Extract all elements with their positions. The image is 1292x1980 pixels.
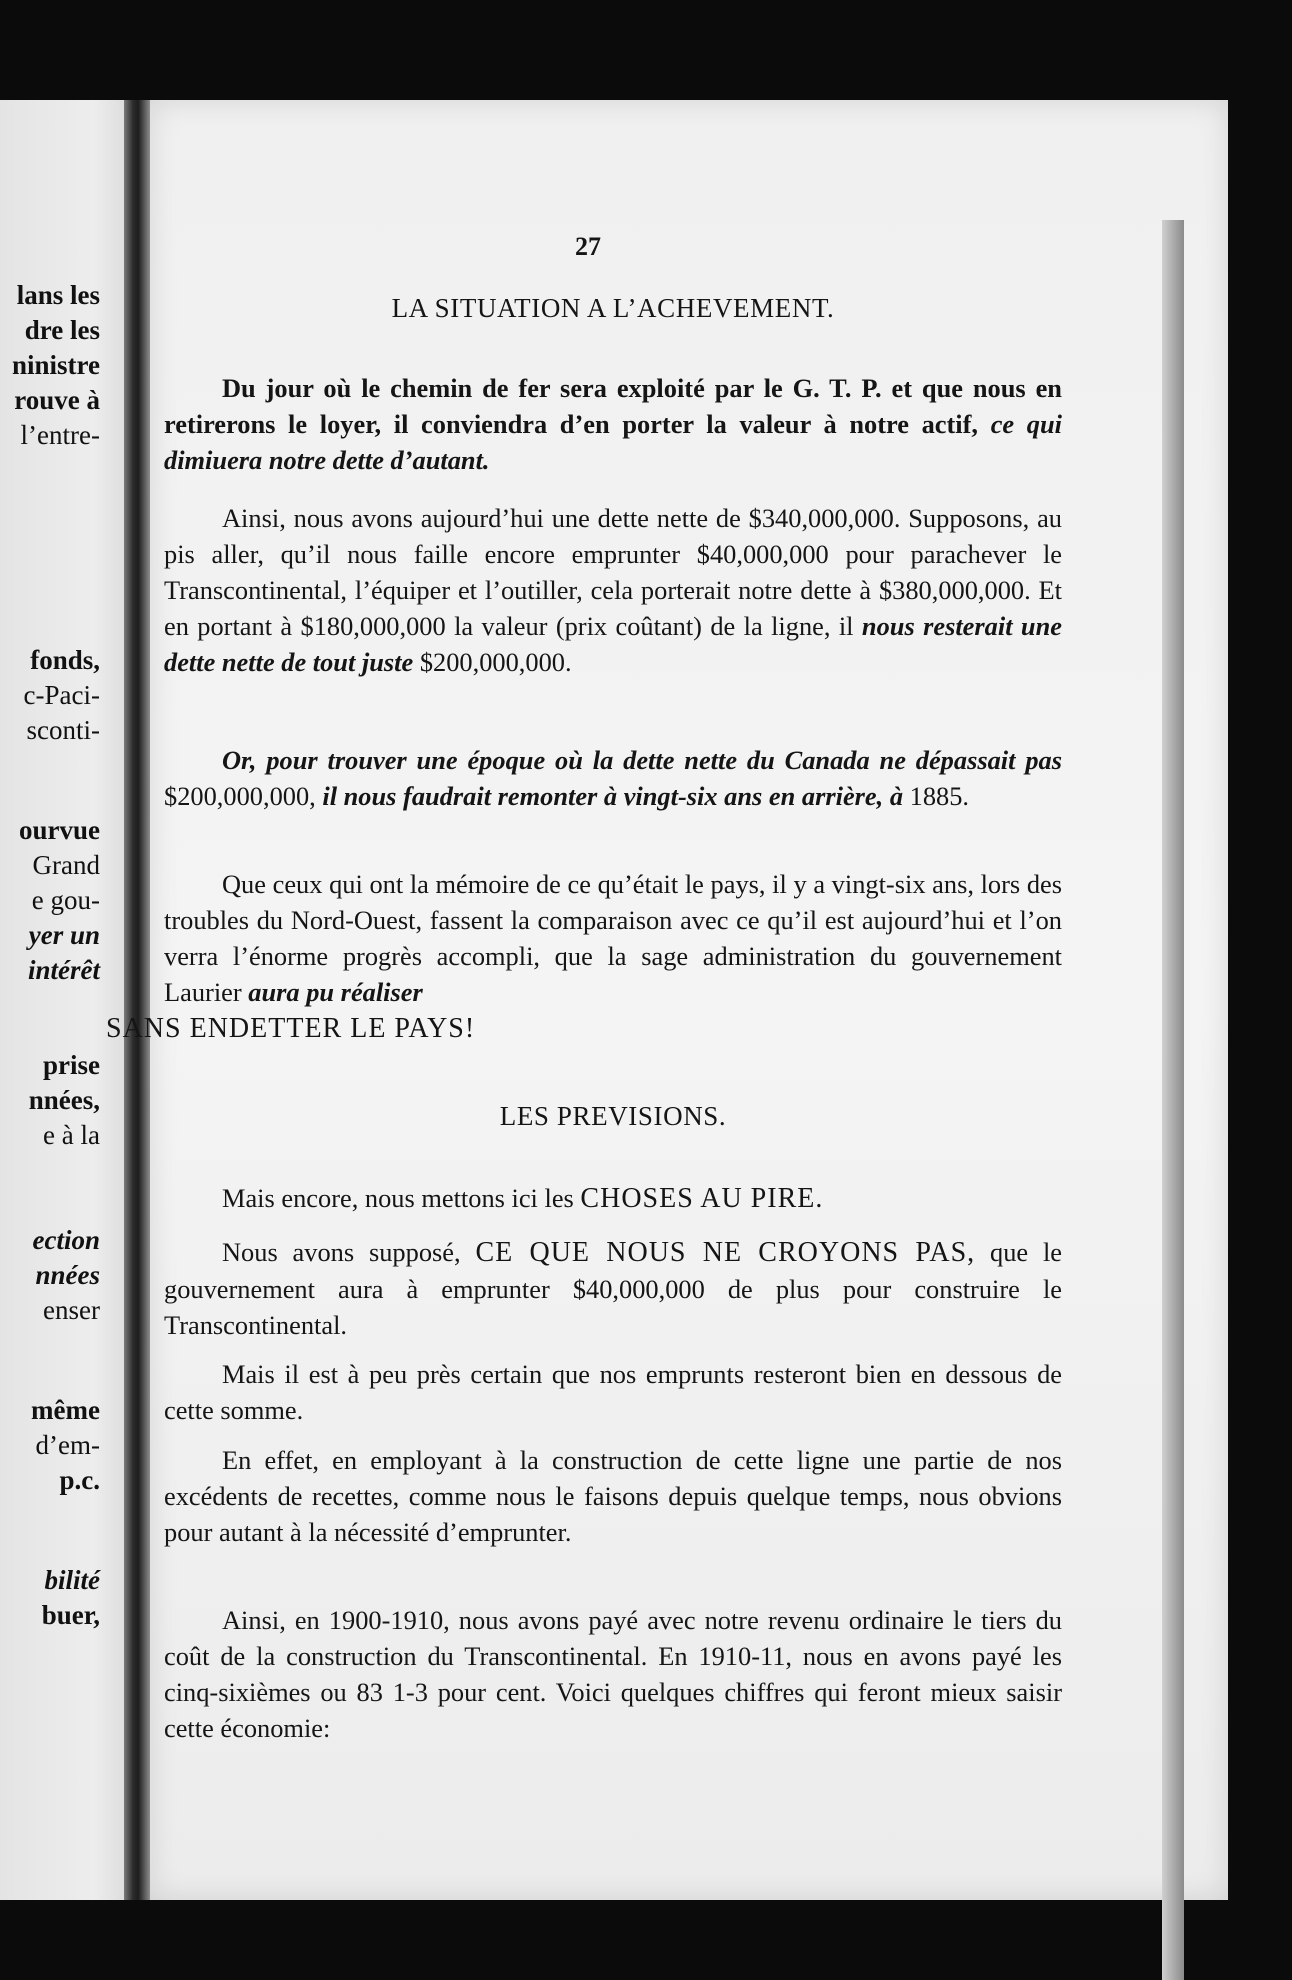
paragraph-2 [164,500,1062,680]
prev-line: c-Paci- [23,680,100,710]
paragraph-3-emphasis-a: Or, pour trouver une époque où la dette nette du Canada ne dépassait pas [222,745,1062,775]
prev-line: yer un [28,920,100,950]
prev-line: buer, [41,1600,100,1630]
page-number: 27 [575,232,601,261]
paragraph-5 [164,1180,1062,1217]
paragraph-3-emphasis-b: il nous faudrait remonter à vingt-six ans en arrière, à [322,781,904,811]
prev-line: e gou- [31,885,100,915]
prev-line: nnées [35,1260,100,1290]
prev-line: d’em- [35,1430,100,1460]
paragraph-9: Ainsi, en 1900-1910, nous avons payé avec notre revenu ordinaire le tiers du coût de la construction du Transcontinental. En 1910-11, nous en avons payé les cinq-sixièmes ou 83 1-3 pour cent. Voici quelques chiffres qui feront mieux saisir cette économie: [164,1605,1062,1743]
prev-line: même [31,1395,100,1425]
paragraph-6-text-b: que le gouvernement aura à emprunter $40,000,000 de plus pour construire le Transcontinental. [164,1237,1062,1340]
paragraph-4 [106,866,1062,1047]
prev-line: e à la [43,1120,100,1150]
previous-page-strip [0,100,134,1900]
paragraph-4-text: Que ceux qui ont la mémoire de ce qu’était le pays, il y a vingt-six ans, lors des troubles du Nord-Ouest, fassent la comparaison avec ce qu’il est aujourd’hui et l’on verra l’énorme progrès accompli, que la sage administration du gouvernement Laurier [164,869,1062,1007]
prev-line: enser [43,1295,100,1325]
prev-line: dre les [24,315,100,345]
page-edge-shadow [1162,220,1184,1980]
section-heading-previsions: LES PREVISIONS. [499,1101,727,1131]
paragraph-4-emphasis: aura pu réaliser [248,977,423,1007]
paragraph-4-caps: SANS ENDETTER LE PAYS! [106,1013,476,1044]
paragraph-1-emphasis: ce qui dimiuera notre dette d’autant. [164,409,1062,475]
book-gutter [124,100,150,1900]
prev-line: bilité [44,1565,100,1595]
prev-line: ection [32,1225,100,1255]
prev-line: lans les [16,280,100,310]
prev-line: nnées, [28,1085,100,1115]
paragraph-5-caps: CHOSES AU PIRE. [580,1183,824,1214]
paragraph-1-text: Du jour où le chemin de fer sera exploité par le G. T. P. et que nous en retirerons le loyer, il conviendra d’en porter la valeur à notre actif, [164,373,1062,439]
paragraph-5-text: Mais encore, nous mettons ici les [222,1183,574,1213]
prev-line: Grand [32,850,100,880]
prev-line: p.c. [59,1465,100,1495]
paragraph-2-amount: $200,000,000. [419,647,572,677]
paragraph-6-text-a: Nous avons supposé, [222,1237,461,1267]
paragraph-3-year: 1885. [909,781,970,811]
prev-line: ourvue [19,815,100,845]
paragraph-7: Mais il est à peu près certain que nos emprunts resteront bien en dessous de cette somme. [164,1359,1062,1425]
paragraph-6-caps: CE QUE NOUS NE CROYONS PAS, [475,1237,976,1268]
paragraph-1 [164,370,1062,478]
paragraph-2-emphasis: nous resterait une dette nette de tout juste [164,611,1062,677]
paragraph-3-amount: $200,000,000, [164,781,316,811]
prev-line: rouve à [14,385,100,415]
prev-line: l’entre- [20,420,100,450]
prev-line: intérêt [28,955,100,985]
paragraph-2-text: Ainsi, nous avons aujourd’hui une dette nette de $340,000,000. Supposons, au pis aller, qu’il nous faille encore emprunter $40,000,000 pour parachever le Transcontinental, l’équiper et l’outiller, cela porterait notre dette à $380,000,000. Et en portant à $180,000,000 la valeur (prix coûtant) de la ligne, il [164,503,1062,641]
prev-line: ninistre [11,350,100,380]
prev-line: prise [43,1050,100,1080]
prev-line: fonds, [30,645,100,675]
paragraph-6 [164,1234,1062,1343]
paragraph-8: En effet, en employant à la construction de cette ligne une partie de nos excédents de recettes, comme nous le faisons depuis quelque temps, nous obvions pour autant à la nécessité d’emprunter. [164,1445,1062,1547]
section-heading-situation: LA SITUATION A L’ACHEVEMENT. [391,293,835,323]
paragraph-3 [164,742,1062,814]
prev-line: sconti- [26,715,100,745]
